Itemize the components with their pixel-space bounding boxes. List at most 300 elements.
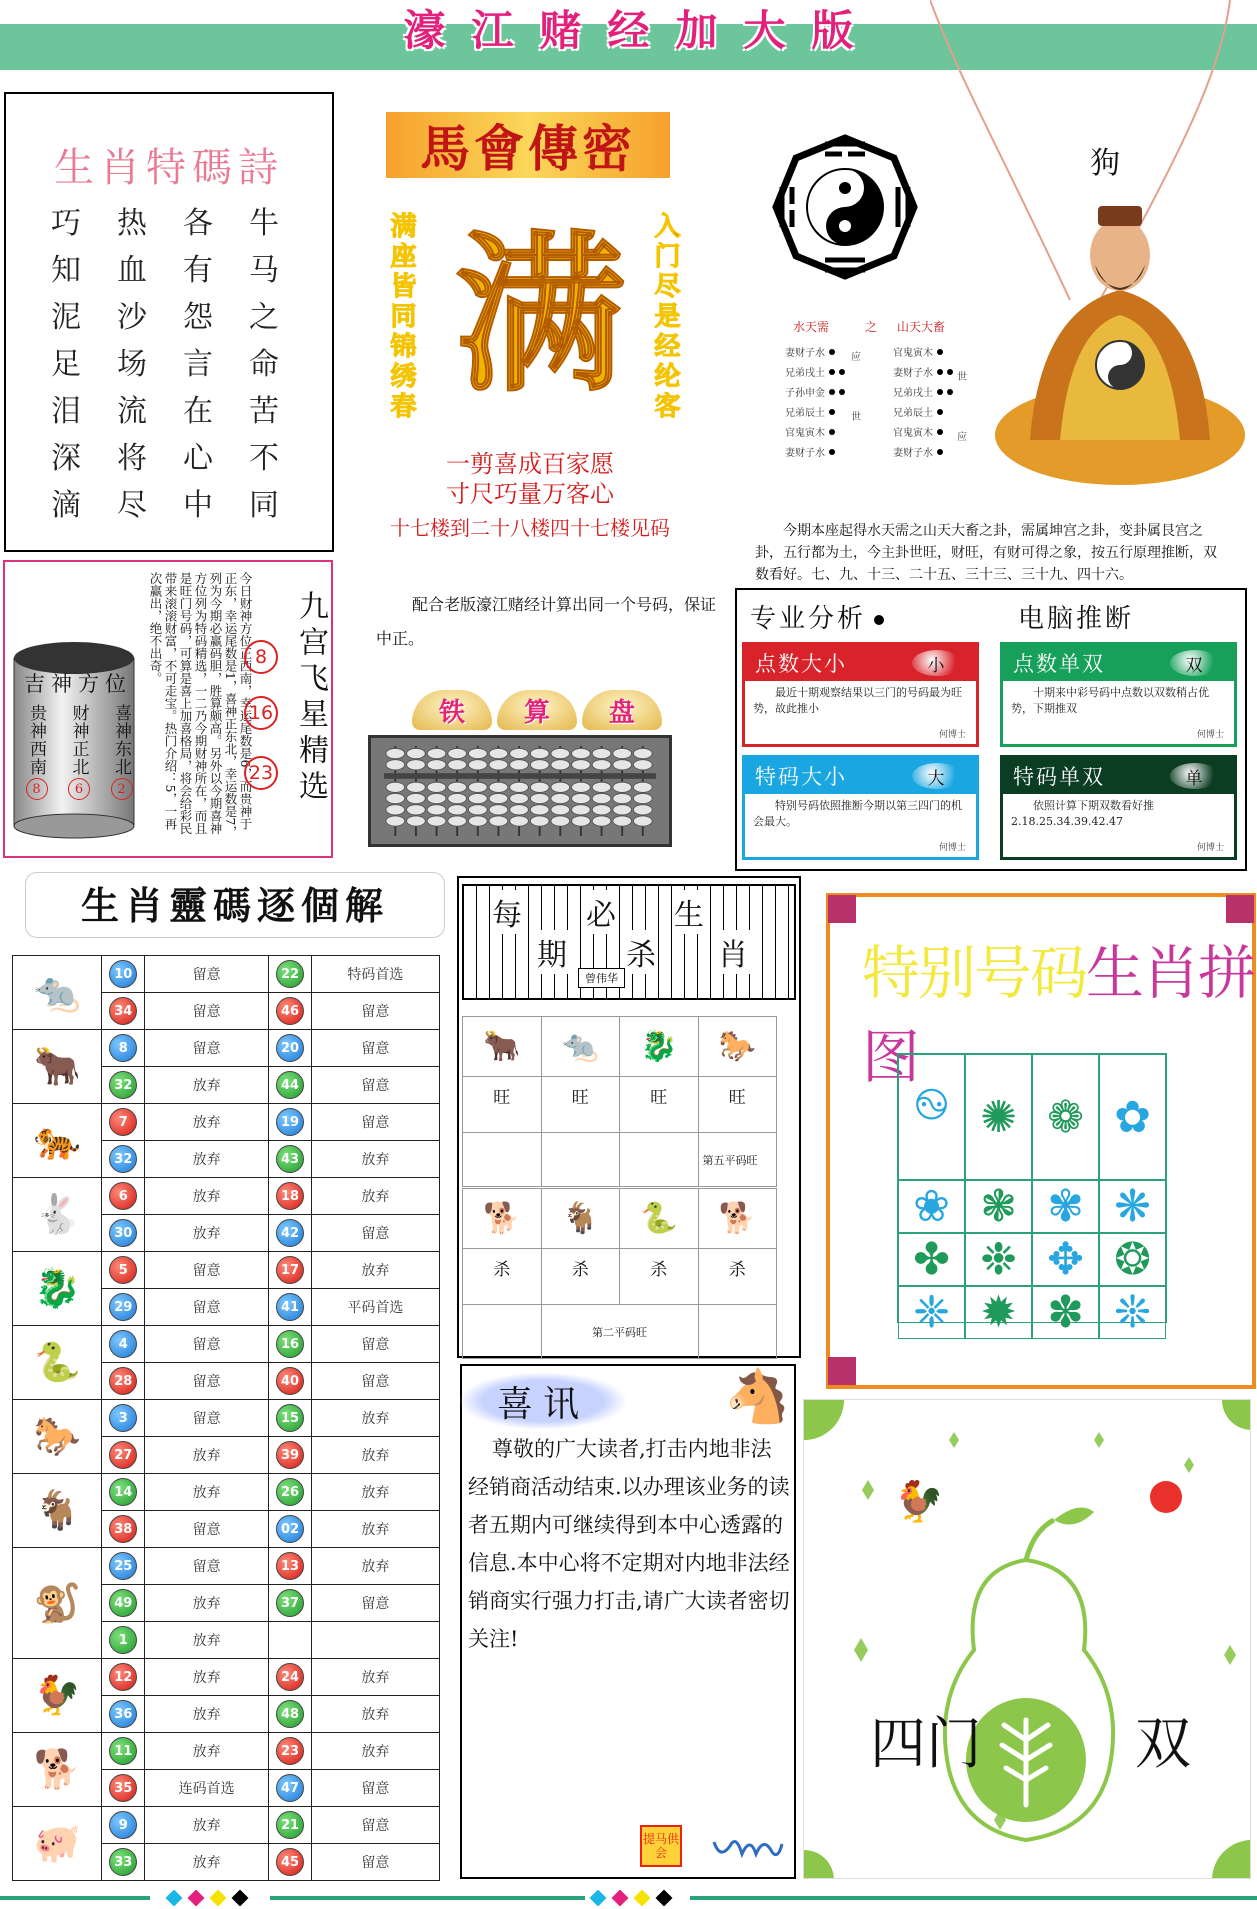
kill-bottom-img	[541, 1189, 620, 1249]
pig-icon: 🐖	[33, 1821, 81, 1865]
zodiac-advice: 放弃	[311, 1400, 439, 1437]
poem-char: 足	[51, 347, 81, 382]
kill-char: 生	[672, 890, 706, 934]
analysis-box-title: 点数单双	[1013, 652, 1105, 676]
kill-empty-cell	[698, 1305, 777, 1359]
kill-top-label: 旺	[541, 1077, 620, 1133]
cylinder-column	[67, 704, 92, 834]
zodiac-number-cell	[269, 1474, 312, 1511]
hex-left-row-label: 妻财子水	[785, 348, 825, 359]
abacus-bead	[448, 793, 467, 803]
abacus-bead	[448, 805, 467, 815]
analysis-box	[1000, 642, 1237, 747]
zodiac-number-cell	[269, 1733, 312, 1770]
puzzle-tile-icon: ❂	[1099, 1233, 1166, 1286]
number-ball: 29	[109, 1293, 137, 1321]
header-title-char: 大	[743, 6, 786, 55]
yao-dot-icon	[947, 389, 953, 395]
zodiac-row	[13, 1659, 440, 1696]
number-ball: 23	[276, 1737, 304, 1765]
abacus-bead	[592, 793, 611, 803]
number-ball: 5	[109, 1256, 137, 1284]
abacus-bead	[407, 816, 426, 826]
hex-mid: 之	[865, 320, 878, 334]
abacus-bead	[613, 782, 632, 792]
abacus-bead	[386, 816, 405, 826]
pear-left-text: 四门	[870, 1712, 982, 1777]
jiugong-text: 今日财神方位正西南，幸运尾数是6，而贵神于正东，幸运尾数是1，喜神正东北，幸运数是7，列为今期必赢码胆，胜算颇高。另外以今期喜神方位列为特码精选，一二乃今期财神所在，而且是旺门号码，可算是喜上加喜格局，将会给彩民带来滚滚财富，不可走宝。热门介绍：5，一再次赢出，绝不出奇。	[148, 572, 253, 838]
zodiac-number-cell	[102, 1326, 145, 1363]
xixun-text: 尊敬的广大读者,打击内地非法经销商活动结束.以办理该业务的读者五期内可继续得到本中心透露的信息.本中心将不定期对内地非法经销商实行强力打击,请广大读者密切关注!	[468, 1437, 790, 1651]
number-ball: 20	[276, 1034, 304, 1062]
yao-dot-icon	[829, 409, 835, 415]
poem-char: 牛	[249, 206, 279, 241]
yao-dot-icon	[829, 449, 835, 455]
dog-icon: 🐕	[718, 1201, 756, 1236]
cylinder-columns	[24, 704, 134, 834]
abacus-bead	[468, 748, 487, 758]
tiger-icon: 🐅	[33, 1118, 81, 1162]
puzzle-tile-icon: ❃	[965, 1180, 1032, 1233]
kill-char: 必	[584, 890, 618, 934]
abacus-bead	[572, 805, 591, 815]
hex-right-row	[893, 424, 943, 439]
zodiac-advice: 放弃	[311, 1733, 439, 1770]
zodiac-number-cell	[102, 1844, 145, 1881]
mahui-right-couplet: 入门尽是经纶客	[650, 212, 680, 422]
horse-icon: 🐎	[718, 1029, 756, 1064]
number-ball: 9	[109, 1811, 137, 1839]
number-ball: 36	[109, 1700, 137, 1728]
zodiac-number-cell	[269, 1622, 312, 1659]
kill-char: 每	[490, 890, 524, 934]
hex-right-row	[893, 404, 943, 419]
zodiac-number-cell	[102, 1067, 145, 1104]
hex-left-row	[785, 384, 845, 399]
kill-bottom-img	[463, 1189, 542, 1249]
number-ball: 45	[276, 1848, 304, 1876]
abacus-bead	[427, 816, 446, 826]
abacus-bead	[510, 793, 529, 803]
zodiac-animal-cell	[13, 1326, 102, 1400]
zodiac-advice: 放弃	[145, 1807, 269, 1844]
dog-icon: 🐕	[483, 1201, 521, 1236]
zodiac-number-cell	[102, 993, 145, 1030]
abacus-bead	[386, 793, 405, 803]
zodiac-animal-cell	[13, 1807, 102, 1881]
poem-char: 在	[183, 394, 213, 429]
zodiac-row	[13, 1326, 440, 1363]
zodiac-number-cell	[102, 1215, 145, 1252]
kill-top-grid	[462, 1016, 777, 1187]
zodiac-table	[12, 955, 440, 1881]
kill-caption: 曾伟华	[578, 968, 625, 988]
poem-char: 苦	[249, 394, 279, 429]
rooster-icon: 🐓	[33, 1673, 81, 1717]
puzzle-tile-icon: ❉	[965, 1233, 1032, 1286]
analysis-heading-2: 电脑推断	[1018, 604, 1135, 634]
analysis-box-signature: 何博士	[938, 730, 966, 740]
abacus-bead	[489, 748, 508, 758]
zodiac-title: 生肖靈碼逐個解	[25, 872, 445, 938]
zodiac-row	[13, 1030, 440, 1067]
analysis-box-signature: 何博士	[1196, 843, 1224, 853]
zodiac-advice: 放弃	[145, 1474, 269, 1511]
jiugong-title: 九宫飞星精选	[293, 590, 328, 806]
zodiac-advice: 留意	[311, 1067, 439, 1104]
zodiac-number-cell	[269, 1400, 312, 1437]
bullet-icon	[874, 615, 884, 625]
abacus-bead	[592, 816, 611, 826]
zodiac-number-cell	[269, 1141, 312, 1178]
abacus-bead	[551, 748, 570, 758]
analysis-box-title: 特码单双	[1013, 765, 1105, 789]
zodiac-advice: 留意	[145, 1548, 269, 1585]
abacus-bead	[551, 816, 570, 826]
hex-right-row-label: 兄弟辰土	[893, 408, 933, 419]
dog-icon: 🐕	[33, 1747, 81, 1791]
hex-right-title: 山天大畜	[897, 320, 946, 334]
abacus-bead	[427, 760, 446, 770]
rooster-icon: 🐓	[894, 1479, 944, 1525]
mahui-big-char: 满	[454, 215, 625, 415]
yao-dot-icon	[937, 409, 943, 415]
zodiac-advice: 放弃	[311, 1548, 439, 1585]
mahui-banner: 馬會傳密	[386, 112, 670, 178]
zodiac-advice: 放弃	[145, 1622, 269, 1659]
zodiac-advice: 放弃	[145, 1437, 269, 1474]
zodiac-advice: 留意	[145, 1289, 269, 1326]
zodiac-number-cell	[102, 1511, 145, 1548]
zodiac-number-cell	[269, 1326, 312, 1363]
number-ball: 26	[276, 1478, 304, 1506]
number-ball: 3	[109, 1404, 137, 1432]
kill-bottom-img	[698, 1189, 777, 1249]
poem-char: 流	[117, 394, 147, 429]
zodiac-number-cell	[102, 956, 145, 993]
zodiac-number-cell	[269, 1696, 312, 1733]
hex-left-row	[785, 404, 835, 419]
number-ball: 40	[276, 1367, 304, 1395]
hexagram-block	[785, 318, 1005, 478]
cylinder-column-label: 喜神东北	[111, 704, 131, 776]
analysis-box-text: 特别号码依照推断今期以第三四门的机会最大。	[753, 799, 962, 828]
special-title-a: 特别号码	[862, 939, 1087, 1007]
kill-bottom-grid	[462, 1188, 777, 1359]
zodiac-number-cell	[269, 1067, 312, 1104]
abacus-bead	[489, 805, 508, 815]
poem-char: 将	[117, 441, 147, 476]
zodiac-number-cell	[102, 1807, 145, 1844]
abacus-bead	[613, 748, 632, 758]
jiugong-number: 23	[244, 756, 278, 790]
yao-dot-icon	[937, 449, 943, 455]
analysis-heading-1	[750, 598, 884, 635]
snake-icon: 🐍	[640, 1201, 678, 1236]
zodiac-advice: 放弃	[145, 1178, 269, 1215]
puzzle-tile-icon: ✽	[1032, 1286, 1099, 1339]
zodiac-advice: 放弃	[145, 1104, 269, 1141]
pear-icon	[804, 1400, 1251, 1879]
zodiac-advice: 留意	[145, 1030, 269, 1067]
number-ball: 18	[276, 1182, 304, 1210]
zodiac-number-cell	[102, 1437, 145, 1474]
poem-char: 巧	[51, 206, 81, 241]
hex-left-row-label: 兄弟戌土	[785, 368, 825, 379]
poem-grid	[51, 204, 315, 525]
zodiac-advice: 留意	[145, 993, 269, 1030]
abacus-bead	[592, 805, 611, 815]
yao-dot-icon	[839, 369, 845, 375]
zodiac-number-cell	[102, 1030, 145, 1067]
abacus-bead	[468, 782, 487, 792]
zodiac-number-cell	[269, 1437, 312, 1474]
cylinder-column-label: 贵神西南	[26, 704, 46, 776]
abacus-bead	[530, 760, 549, 770]
guru-animal-label: 狗	[1090, 146, 1120, 181]
number-ball: 28	[109, 1367, 137, 1395]
zodiac-advice: 平码首选	[311, 1289, 439, 1326]
kill-top-note: 第五平码旺	[698, 1133, 777, 1187]
zodiac-advice: 留意	[145, 1363, 269, 1400]
hex-left-row-label: 子孙申金	[785, 388, 825, 399]
abacus-bead	[407, 793, 426, 803]
abacus-bead	[448, 782, 467, 792]
yao-dot-icon	[829, 369, 835, 375]
monkey-icon: 🐒	[33, 1580, 81, 1625]
zodiac-animal-cell	[13, 956, 102, 1030]
corner-deco	[828, 1357, 856, 1385]
zodiac-advice: 留意	[311, 1104, 439, 1141]
abacus-bead	[489, 793, 508, 803]
xixun-title: 喜讯	[458, 1372, 628, 1430]
zodiac-animal-cell	[13, 1659, 102, 1733]
analysis-heading-1-text: 专业分析	[750, 604, 867, 634]
zodiac-advice: 留意	[311, 1363, 439, 1400]
kill-empty-cell	[463, 1305, 542, 1359]
hexagram-paragraph: 今期本座起得水天需之山天大畜之卦，需属坤宫之卦，变卦属艮宫之卦，五行都为土，今主卦世旺，财旺，有财可得之象，按五行原理推断，双数看好。七、九、十三、二十五、三十三、三十九、四十六。	[755, 523, 1217, 583]
kill-top-label: 旺	[698, 1077, 777, 1133]
abacus-bead	[386, 782, 405, 792]
kill-bottom-note: 第二平码旺	[541, 1305, 698, 1359]
header-title-char: 濠	[403, 6, 446, 55]
zodiac-animal-cell	[13, 1252, 102, 1326]
abacus-bead	[551, 793, 570, 803]
yao-dot-icon	[937, 349, 943, 355]
cylinder-column	[109, 704, 134, 834]
hex-right-row-label: 妻财子水	[893, 448, 933, 459]
poem-char: 言	[183, 347, 213, 382]
analysis-box	[742, 755, 979, 860]
hex-right-row-label: 官鬼寅木	[893, 428, 933, 439]
poem-panel	[4, 92, 334, 552]
abacus-bead	[468, 816, 487, 826]
abacus-bead	[386, 805, 405, 815]
poem-char: 知	[51, 253, 81, 288]
abacus-bead	[407, 782, 426, 792]
abacus-bead	[427, 793, 446, 803]
abacus-bead	[613, 793, 632, 803]
number-ball: 25	[109, 1552, 137, 1580]
zodiac-number-cell	[269, 1215, 312, 1252]
zodiac-advice: 留意	[145, 1252, 269, 1289]
abacus-bead	[572, 760, 591, 770]
zodiac-number-cell	[102, 1622, 145, 1659]
zodiac-advice: 放弃	[145, 1659, 269, 1696]
number-ball: 49	[109, 1589, 137, 1617]
abacus-bead	[468, 805, 487, 815]
abacus-bead	[551, 782, 570, 792]
mahui-line1: 一剪喜成百家愿	[446, 450, 614, 478]
zodiac-number-cell	[102, 1178, 145, 1215]
hex-left-row-label: 兄弟辰土	[785, 408, 825, 419]
abacus-bead	[468, 793, 487, 803]
hex-right-row-label: 妻财子水	[893, 368, 933, 379]
zodiac-advice: 留意	[311, 1215, 439, 1252]
kill-empty-cell	[463, 1133, 542, 1187]
zodiac-number-cell	[269, 1104, 312, 1141]
number-ball: 44	[276, 1071, 304, 1099]
number-ball: 39	[276, 1441, 304, 1469]
zodiac-advice: 留意	[311, 1844, 439, 1881]
number-ball: 34	[109, 997, 137, 1025]
abacus-bead	[407, 748, 426, 758]
abacus-bead	[510, 782, 529, 792]
abacus-bead	[572, 748, 591, 758]
abacus-bead	[448, 748, 467, 758]
hex-mark-ying: 应	[851, 352, 861, 363]
zodiac-number-cell	[269, 1030, 312, 1067]
abacus-bead	[633, 760, 652, 770]
mahui-line3: 十七楼到二十八楼四十七楼见码	[390, 516, 670, 540]
abacus-bead	[633, 816, 652, 826]
kill-char: 肖	[716, 930, 750, 974]
kill-empty-cell	[541, 1133, 620, 1187]
abacus-bead	[530, 793, 549, 803]
zodiac-advice: 放弃	[145, 1067, 269, 1104]
signature-icon	[710, 1832, 784, 1862]
zodiac-advice: 放弃	[145, 1215, 269, 1252]
poem-char: 滴	[51, 488, 81, 523]
cylinder-title: 吉神方位	[24, 672, 132, 696]
zodiac-advice: 放弃	[311, 1659, 439, 1696]
abacus-bead	[530, 805, 549, 815]
analysis-box-pill: 大	[912, 763, 962, 789]
kill-top-img	[698, 1017, 777, 1077]
number-ball: 43	[276, 1145, 304, 1173]
zodiac-advice: 放弃	[311, 1474, 439, 1511]
abacus-bead	[510, 805, 529, 815]
jiugong-number: 16	[244, 696, 278, 730]
puzzle-tile-icon: ❊	[1099, 1286, 1166, 1339]
poem-char: 血	[117, 253, 147, 288]
abacus-bead	[386, 748, 405, 758]
yao-dot-icon	[829, 389, 835, 395]
mahui-left-couplet: 满座皆同锦绣春	[386, 212, 416, 422]
poem-char: 泪	[51, 394, 81, 429]
analysis-box-text: 最近十期观察结果以三门的号码最为旺势，故此推小	[753, 686, 962, 715]
abacus-bead	[407, 760, 426, 770]
abacus-bead	[592, 760, 611, 770]
special-title-b: 生肖拼图	[862, 939, 1255, 1091]
hex-right-row-label: 官鬼寅木	[893, 348, 933, 359]
number-ball: 42	[276, 1219, 304, 1247]
abacus-bead	[592, 748, 611, 758]
header-title-char: 江	[471, 6, 514, 55]
hex-mark-ying: 应	[957, 432, 967, 443]
analysis-box-bar	[745, 758, 976, 794]
goat-icon: 🐐	[561, 1201, 599, 1236]
header-title-char: 经	[607, 6, 650, 55]
analysis-box	[1000, 755, 1237, 860]
stamp-icon: 提马供会	[640, 1825, 682, 1867]
abacus-bead	[613, 816, 632, 826]
number-ball: 19	[276, 1108, 304, 1136]
poem-char: 命	[249, 347, 279, 382]
number-ball: 16	[276, 1330, 304, 1358]
abacus-bead	[510, 748, 529, 758]
zodiac-number-cell	[102, 1733, 145, 1770]
zodiac-number-cell	[102, 1400, 145, 1437]
zodiac-advice: 放弃	[311, 1178, 439, 1215]
number-ball: 21	[276, 1811, 304, 1839]
zodiac-animal-cell	[13, 1400, 102, 1474]
zodiac-number-cell	[269, 1511, 312, 1548]
puzzle-tile-icon: ࿊	[898, 1054, 965, 1180]
zodiac-row	[13, 1400, 440, 1437]
zodiac-row	[13, 1252, 440, 1289]
zodiac-advice: 连码首选	[145, 1770, 269, 1807]
number-ball: 48	[276, 1700, 304, 1728]
zodiac-number-cell	[269, 1289, 312, 1326]
zodiac-advice: 留意	[145, 1326, 269, 1363]
zodiac-advice: 放弃	[145, 1585, 269, 1622]
abacus-bead	[510, 760, 529, 770]
zodiac-advice: 留意	[311, 1807, 439, 1844]
zodiac-advice: 放弃	[145, 1733, 269, 1770]
kill-top-img	[541, 1017, 620, 1077]
number-ball: 4	[109, 1330, 137, 1358]
zodiac-advice: 放弃	[145, 1844, 269, 1881]
number-ball: 10	[109, 960, 137, 988]
number-ball: 17	[276, 1256, 304, 1284]
kill-top-label: 旺	[620, 1077, 699, 1133]
abacus-bead	[530, 782, 549, 792]
number-ball: 27	[109, 1441, 137, 1469]
number-ball: 02	[276, 1515, 304, 1543]
rat-icon: 🐀	[33, 970, 81, 1014]
abacus-bead	[448, 816, 467, 826]
dragon-icon: 🐉	[640, 1029, 678, 1064]
zodiac-advice: 留意	[311, 1326, 439, 1363]
abacus-bead	[448, 760, 467, 770]
zodiac-advice: 放弃	[311, 1252, 439, 1289]
zodiac-advice: 留意	[311, 993, 439, 1030]
abacus-bead	[572, 816, 591, 826]
zodiac-animal-cell	[13, 1104, 102, 1178]
zodiac-number-cell	[102, 1659, 145, 1696]
number-ball: 32	[109, 1145, 137, 1173]
puzzle-tile-icon: ❋	[1099, 1180, 1166, 1233]
poem-char: 尽	[117, 488, 147, 523]
header-title-char: 赌	[539, 6, 582, 55]
zodiac-advice: 留意	[145, 1511, 269, 1548]
hex-left-row	[785, 344, 835, 359]
cylinder-column	[24, 704, 49, 834]
zodiac-number-cell	[102, 1474, 145, 1511]
zodiac-number-cell	[269, 1363, 312, 1400]
zodiac-row	[13, 1104, 440, 1141]
